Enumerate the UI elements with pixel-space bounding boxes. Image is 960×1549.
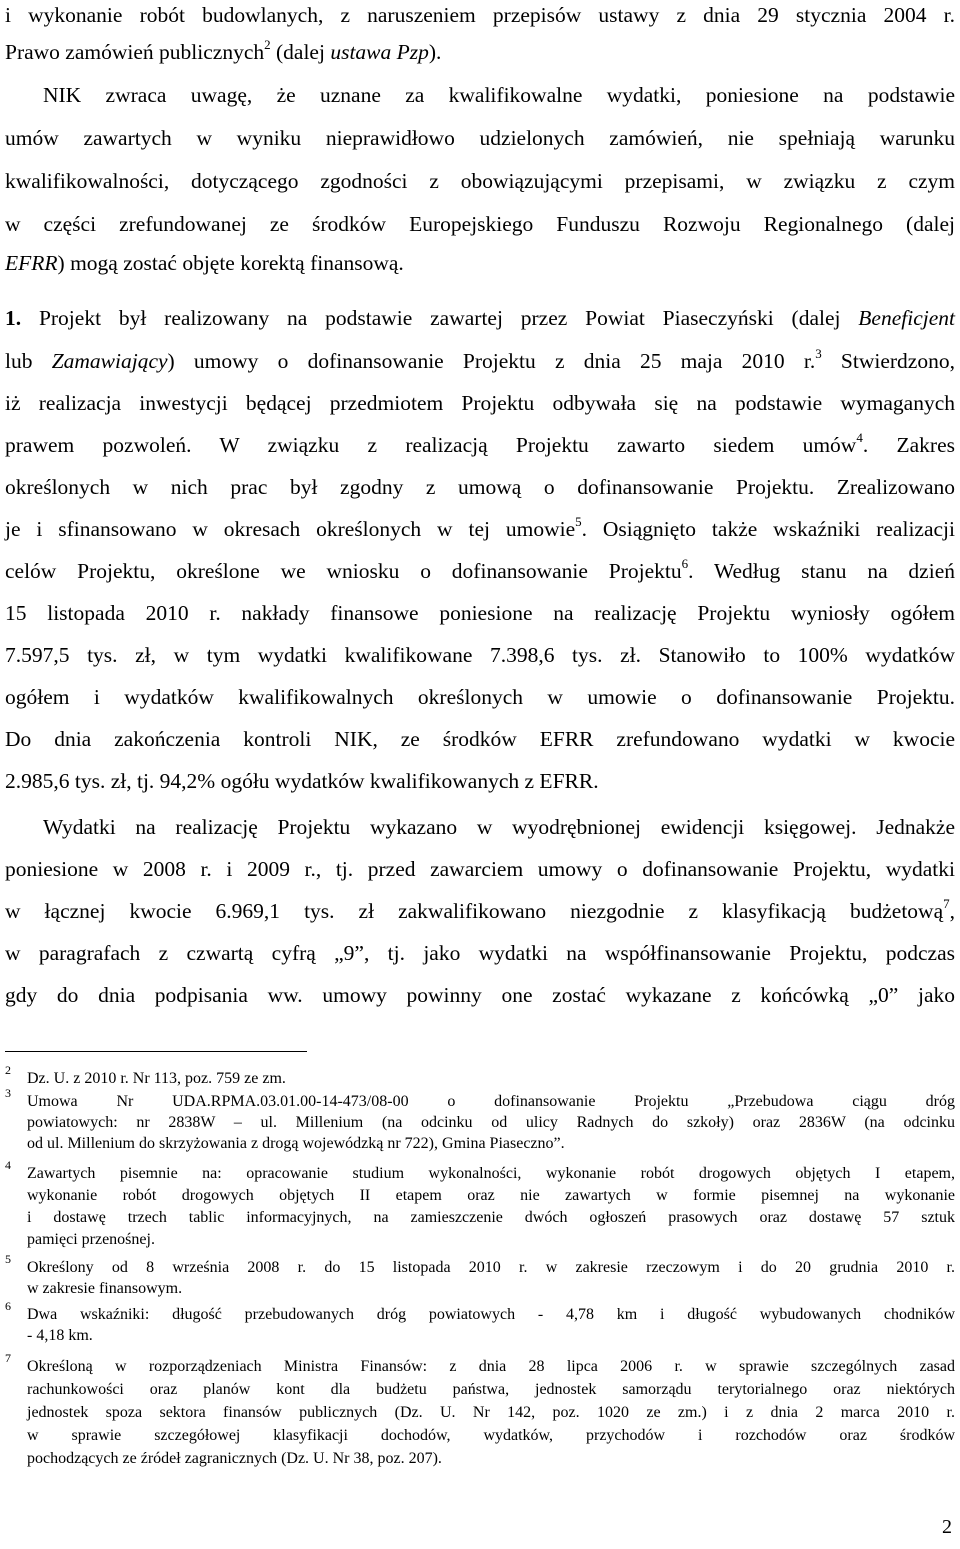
body-line: NIK zwraca uwagę, że uznane za kwalifikowalne wydatki, poniesione na podstawie: [43, 83, 955, 107]
body-line: iż realizacja inwestycji będącej przedmiotem Projektu odbywała się na podstawie wymaganych: [5, 391, 955, 415]
body-line: gdy do dnia podpisania ww. umowy powinny one zostać wykazane z końcówką „0” jako: [5, 983, 955, 1007]
body-line: kwalifikowalności, dotyczącego zgodności z obowiązującymi przepisami, w związku z czym: [5, 169, 955, 193]
footnote-line: od ul. Millenium do skrzyżowania z drogą wojewódzką nr 722), Gmina Piaseczno”.: [27, 1135, 565, 1152]
body-line: ogółem i wydatków kwalifikowalnych określonych w umowie o dofinansowanie Projektu.: [5, 685, 955, 709]
body-line: poniesione w 2008 r. i 2009 r., tj. przed zawarciem umowy o dofinansowanie Projektu, wydatki: [5, 857, 955, 881]
footnote-ref: 6: [681, 555, 689, 571]
footnote-line: pamięci przenośnej.: [27, 1231, 155, 1248]
body-line: Prawo zamówień publicznych$^2$ (dalej ustawa Pzp).: [5, 36, 442, 64]
footnote-separator: [5, 1051, 307, 1052]
footnote-line: Określoną w rozporządzeniach Ministra Finansów: z dnia 28 lipca 2006 r. w sprawie szczególnych zasad: [27, 1358, 955, 1375]
body-line: w paragrafach z czwartą cyfrą „9”, tj. jako wydatki na współfinansowanie Projektu, podczas: [5, 941, 955, 965]
footnote-ref: 2: [264, 36, 271, 52]
footnote-line: pochodzących ze źródeł zagranicznych (Dz. U. Nr 38, poz. 207).: [27, 1450, 442, 1467]
footnote-line: powiatowych: nr 2838W – ul. Millenium (na odcinku od ulicy Radnych do szkoły) oraz 2836W (na odcinku: [27, 1114, 955, 1131]
body-line: w łącznej kwocie 6.969,1 tys. zł zakwalifikowano niezgodnie z klasyfikacją budżetową$^7$,: [5, 895, 955, 923]
body-line: określonych w nich prac był zgodny z umową o dofinansowanie Projektu. Zrealizowano: [5, 475, 955, 499]
paragraph-number: 1.: [5, 306, 22, 330]
body-line: EFRR) mogą zostać objęte korektą finansową.: [5, 251, 404, 275]
footnote-line: Umowa Nr UDA.RPMA.03.01.00-14-473/08-00 o dofinansowanie Projektu „Przebudowa ciągu dróg: [27, 1093, 955, 1110]
body-line: 1. Projekt był realizowany na podstawie zawartej przez Powiat Piaseczyński (dalej Beneficjent: [5, 306, 955, 330]
footnote-number: 6: [5, 1299, 11, 1313]
footnote-number: 7: [5, 1351, 11, 1365]
footnote-ref: 3: [815, 345, 822, 361]
body-line: lub Zamawiający) umowy o dofinansowanie Projektu z dnia 25 maja 2010 r.$^3$ Stwierdzono,: [5, 345, 955, 373]
body-line: Wydatki na realizację Projektu wykazano w wyodrębnionej ewidencji księgowej. Jednakże: [43, 815, 955, 839]
footnote-number: 3: [5, 1086, 11, 1100]
body-line: celów Projektu, określone we wniosku o dofinansowanie Projektu$^6$. Według stanu na dzień: [5, 555, 955, 583]
page-number: 2: [942, 1516, 952, 1538]
footnote-number: 2: [5, 1063, 11, 1077]
footnote-line: - 4,18 km.: [27, 1327, 93, 1344]
body-line: i wykonanie robót budowlanych, z naruszeniem przepisów ustawy z dnia 29 stycznia 2004 r.: [5, 3, 955, 27]
footnote-line: Określony od 8 września 2008 r. do 15 listopada 2010 r. w zakresie rzeczowym i do 20 grudnia 2010 r.: [27, 1259, 955, 1276]
footnote-number: 5: [5, 1252, 11, 1266]
body-line: umów zawartych w wyniku nieprawidłowo udzielonych zamówień, nie spełniają warunku: [5, 126, 955, 150]
footnote-line: i dostawę trzech tablic informacyjnych, na zamieszczenie dwóch ogłoszeń prasowych oraz dostawę 57 sztuk: [27, 1209, 955, 1226]
footnote-line: Zawartych pisemnie na: opracowanie studium wykonalności, wykonanie robót drogowych objętych I etapem,: [27, 1165, 955, 1182]
body-line: prawem pozwoleń. W związku z realizacją Projektu zawarto siedem umów$^4$. Zakres: [5, 429, 955, 457]
footnote-line: jednostek spoza sektora finansów publicznych (Dz. U. Nr 142, poz. 1020 ze zm.) i z dnia 2 marca 2010 r.: [27, 1404, 955, 1421]
footnote-line: Dwa wskaźniki: długość przebudowanych dróg powiatowych - 4,78 km i długość wybudowanych chodników: [27, 1306, 955, 1323]
footnote-line: w sprawie szczegółowej klasyfikacji dochodów, wydatków, przychodów i rozchodów oraz środków: [27, 1427, 955, 1444]
body-line: 15 listopada 2010 r. nakłady finansowe poniesione na realizację Projektu wyniosły ogółem: [5, 601, 955, 625]
footnote-line: wykonanie robót drogowych objętych II etapem oraz nie zawartych w formie pisemnej na wykonanie: [27, 1187, 955, 1204]
footnote-ref: 4: [856, 429, 863, 445]
body-line: je i sfinansowano w okresach określonych w tej umowie$^5$. Osiągnięto także wskaźniki realizacji: [5, 513, 955, 541]
footnote-line: rachunkowości oraz planów kont dla budżetu państwa, jednostek samorządu terytorialnego oraz niektórych: [27, 1381, 955, 1398]
body-line: Do dnia zakończenia kontroli NIK, ze środków EFRR zrefundowano wydatki w kwocie: [5, 727, 955, 751]
body-line: 2.985,6 tys. zł, tj. 94,2% ogółu wydatków kwalifikowanych z EFRR.: [5, 769, 599, 793]
footnote-ref: 7: [943, 895, 950, 911]
body-line: w części zrefundowanej ze środków Europejskiego Funduszu Rozwoju Regionalnego (dalej: [5, 212, 955, 236]
footnote-number: 4: [5, 1158, 11, 1172]
body-line: 7.597,5 tys. zł, w tym wydatki kwalifikowane 7.398,6 tys. zł. Stanowiło to 100% wydatków: [5, 643, 955, 667]
footnote-line: Dz. U. z 2010 r. Nr 113, poz. 759 ze zm.: [27, 1070, 286, 1087]
footnote-ref: 5: [575, 513, 582, 529]
footnote-line: w zakresie finansowym.: [27, 1280, 183, 1297]
